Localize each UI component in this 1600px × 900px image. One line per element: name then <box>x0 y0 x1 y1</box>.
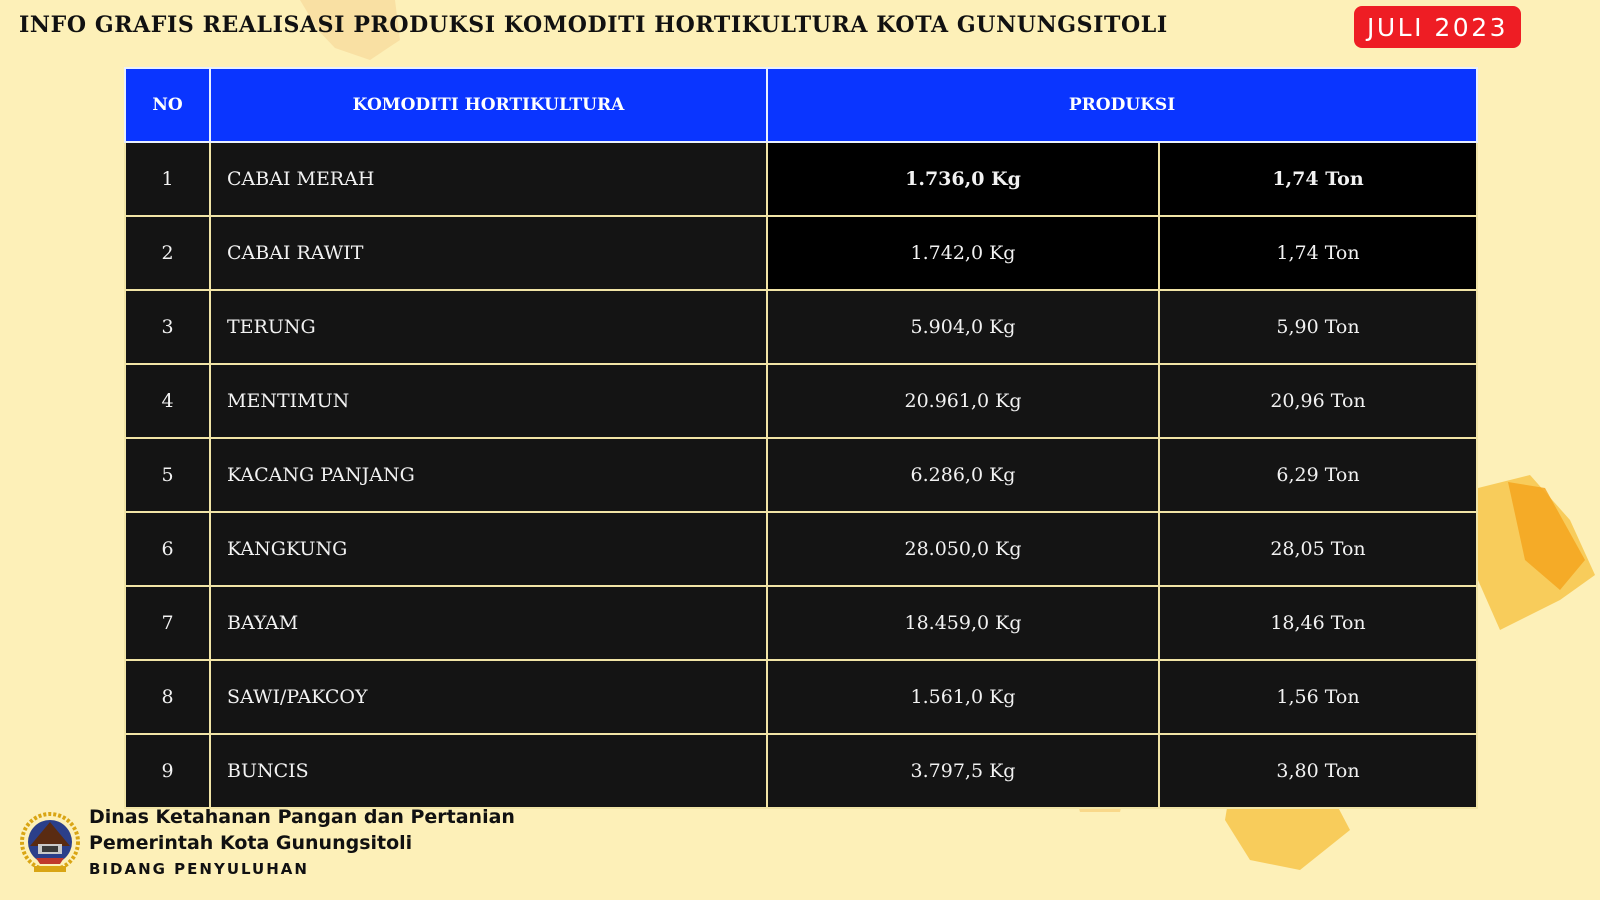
table-row <box>125 512 1477 586</box>
table-row <box>125 660 1477 734</box>
row-number: 3 <box>125 290 210 364</box>
row-number: 7 <box>125 586 210 660</box>
table-row <box>125 586 1477 660</box>
commodity-name: KANGKUNG <box>210 512 767 586</box>
commodity-name: SAWI/PAKCOY <box>210 660 767 734</box>
commodity-name: CABAI MERAH <box>210 142 767 216</box>
row-number: 8 <box>125 660 210 734</box>
production-ton: 28,05 Ton <box>1159 512 1477 586</box>
commodity-name: TERUNG <box>210 290 767 364</box>
gunungsitoli-emblem-icon <box>20 808 80 876</box>
column-header-no: NO <box>125 68 210 142</box>
commodity-name: MENTIMUN <box>210 364 767 438</box>
commodity-name: CABAI RAWIT <box>210 216 767 290</box>
production-ton: 18,46 Ton <box>1159 586 1477 660</box>
production-kg: 6.286,0 Kg <box>767 438 1159 512</box>
production-kg: 1.736,0 Kg <box>767 142 1159 216</box>
production-table <box>124 67 1478 809</box>
production-kg: 20.961,0 Kg <box>767 364 1159 438</box>
row-number: 5 <box>125 438 210 512</box>
table-header-row <box>125 68 1477 142</box>
table-row <box>125 290 1477 364</box>
table-row <box>125 364 1477 438</box>
row-number: 9 <box>125 734 210 808</box>
row-number: 1 <box>125 142 210 216</box>
production-kg: 3.797,5 Kg <box>767 734 1159 808</box>
production-kg: 1.742,0 Kg <box>767 216 1159 290</box>
production-kg: 28.050,0 Kg <box>767 512 1159 586</box>
column-header-production: PRODUKSI <box>767 68 1477 142</box>
production-ton: 6,29 Ton <box>1159 438 1477 512</box>
footer-agency-name: Dinas Ketahanan Pangan dan Pertanian <box>89 806 515 828</box>
page-title: INFO GRAFIS REALISASI PRODUKSI KOMODITI HORTIKULTURA KOTA GUNUNGSITOLI <box>19 12 1168 38</box>
production-ton: 20,96 Ton <box>1159 364 1477 438</box>
production-ton: 1,56 Ton <box>1159 660 1477 734</box>
row-number: 4 <box>125 364 210 438</box>
table-row <box>125 734 1477 808</box>
column-header-commodity: KOMODITI HORTIKULTURA <box>210 68 767 142</box>
production-kg: 18.459,0 Kg <box>767 586 1159 660</box>
table-row <box>125 438 1477 512</box>
table-row <box>125 216 1477 290</box>
table-row <box>125 142 1477 216</box>
production-ton: 1,74 Ton <box>1159 142 1477 216</box>
production-ton: 1,74 Ton <box>1159 216 1477 290</box>
footer-government-name: Pemerintah Kota Gunungsitoli <box>89 832 413 854</box>
row-number: 2 <box>125 216 210 290</box>
production-ton: 5,90 Ton <box>1159 290 1477 364</box>
row-number: 6 <box>125 512 210 586</box>
production-kg: 1.561,0 Kg <box>767 660 1159 734</box>
commodity-name: BUNCIS <box>210 734 767 808</box>
production-ton: 3,80 Ton <box>1159 734 1477 808</box>
footer-division-name: BIDANG PENYULUHAN <box>89 860 309 878</box>
commodity-name: KACANG PANJANG <box>210 438 767 512</box>
period-badge: JULI 2023 <box>1354 6 1521 48</box>
production-kg: 5.904,0 Kg <box>767 290 1159 364</box>
commodity-name: BAYAM <box>210 586 767 660</box>
